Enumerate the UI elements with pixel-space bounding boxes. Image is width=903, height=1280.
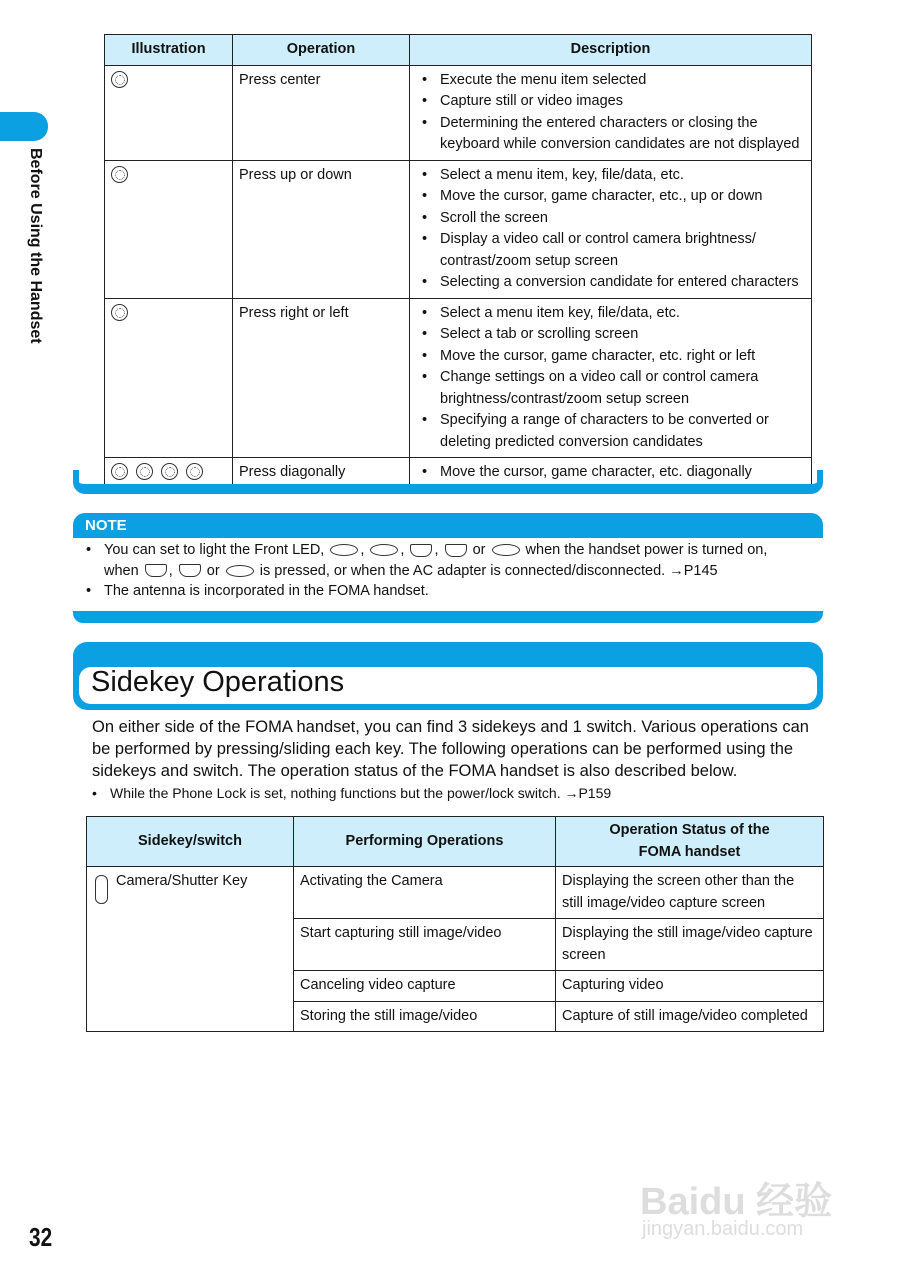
nav-up-down-icon xyxy=(111,166,128,183)
operation-cell: Start capturing still image/video xyxy=(294,919,556,971)
nav-left-right-icon xyxy=(111,304,128,321)
table-header xyxy=(105,35,812,66)
list-item: • Move the cursor, game character, etc. right or left xyxy=(416,346,805,368)
note-item: • The antenna is incorporated in the FOMA handset. xyxy=(80,581,820,602)
header-operation: Operation xyxy=(233,35,410,66)
operation-cell: Press center xyxy=(233,65,410,160)
list-item: • Select a menu item key, file/data, etc. xyxy=(416,303,805,325)
watermark-url: jingyan.baidu.com xyxy=(642,1218,804,1240)
sidekey-table xyxy=(86,816,824,1032)
side-tab-marker xyxy=(0,112,48,141)
header-description: Description xyxy=(410,35,812,66)
operation-cell: Press up or down xyxy=(233,160,410,298)
section-title: Sidekey Operations xyxy=(91,666,345,698)
section-banner xyxy=(73,642,823,710)
table-row xyxy=(105,160,812,298)
status-cell: Capturing video xyxy=(556,971,824,1002)
list-item: • Determining the entered characters or closing the keyboard while conversion candidates are not displayed xyxy=(416,113,805,156)
operation-cell: Press diagonally xyxy=(233,458,410,489)
watermark-logo: Baidu 经验 xyxy=(640,1181,833,1223)
navigation-key-table xyxy=(104,34,812,489)
table-row xyxy=(105,65,812,160)
table-frame-bottom xyxy=(73,470,823,494)
operation-cell: Activating the Camera xyxy=(294,867,556,919)
list-item: • Move the cursor, game character, etc., up or down xyxy=(416,186,805,208)
operation-cell: Press right or left xyxy=(233,298,410,458)
note-header: NOTE xyxy=(73,513,823,538)
status-cell: Displaying the still image/video capture screen xyxy=(556,919,824,971)
call-key-icon xyxy=(145,564,167,577)
center-key-icon xyxy=(226,565,254,577)
side-tab-label: Before Using the Handset xyxy=(27,148,44,344)
operation-cell: Storing the still image/video xyxy=(294,1001,556,1032)
table-header xyxy=(87,817,824,867)
list-item: • Capture still or video images xyxy=(416,91,805,113)
table-row xyxy=(105,298,812,458)
header-illustration: Illustration xyxy=(105,35,233,66)
nav-center-icon xyxy=(111,71,128,88)
list-item: • While the Phone Lock is set, nothing functions but the power/lock switch. →P159 xyxy=(86,785,611,801)
note-footer xyxy=(73,611,823,623)
section-intro: On either side of the FOMA handset, you can find 3 sidekeys and 1 switch. Various operations can be performed by pressing/sliding each key. The following operations can be performed using the sidekeys and switch. The operation status of the FOMA handset is also described below. xyxy=(92,718,809,780)
list-item: • Specifying a range of characters to be converted or deleting predicted conversion candidates xyxy=(416,410,805,453)
ir-key-icon xyxy=(370,544,398,556)
end-key-icon xyxy=(445,544,467,557)
list-item: • Selecting a conversion candidate for entered characters xyxy=(416,272,805,294)
camera-key-icon xyxy=(95,875,108,904)
header-operations: Performing Operations xyxy=(294,817,556,867)
header-status: Operation Status of the FOMA handset xyxy=(556,817,824,867)
page-number: 32 xyxy=(29,1222,53,1252)
section-bullet xyxy=(86,785,611,801)
operation-cell: Canceling video capture xyxy=(294,971,556,1002)
note-item: • You can set to light the Front LED, , , , or when the handset power is turned on, when , or is pressed, or when the AC adapter is connected/disconnected. →P145 xyxy=(80,540,820,581)
list-item: • Select a tab or scrolling screen xyxy=(416,324,805,346)
table-row xyxy=(87,867,824,919)
status-cell: Capture of still image/video completed xyxy=(556,1001,824,1032)
list-item: • Scroll the screen xyxy=(416,208,805,230)
list-item: • Execute the menu item selected xyxy=(416,70,805,92)
header-sidekey: Sidekey/switch xyxy=(87,817,294,867)
list-item: • Move the cursor, game character, etc. diagonally xyxy=(416,462,805,484)
list-item: • Select a menu item, key, file/data, etc. xyxy=(416,165,805,187)
note-list xyxy=(80,540,820,602)
center-key-icon xyxy=(492,544,520,556)
status-cell: Displaying the screen other than the still image/video capture screen xyxy=(556,867,824,919)
end-key-icon xyxy=(179,564,201,577)
list-item: • Change settings on a video call or control camera brightness/contrast/zoom setup screen xyxy=(416,367,805,410)
call-key-icon xyxy=(410,544,432,557)
list-item: • Display a video call or control camera brightness/ contrast/zoom setup screen xyxy=(416,229,805,272)
mail-key-icon xyxy=(330,544,358,556)
sidekey-label: Camera/Shutter Key xyxy=(116,873,248,889)
